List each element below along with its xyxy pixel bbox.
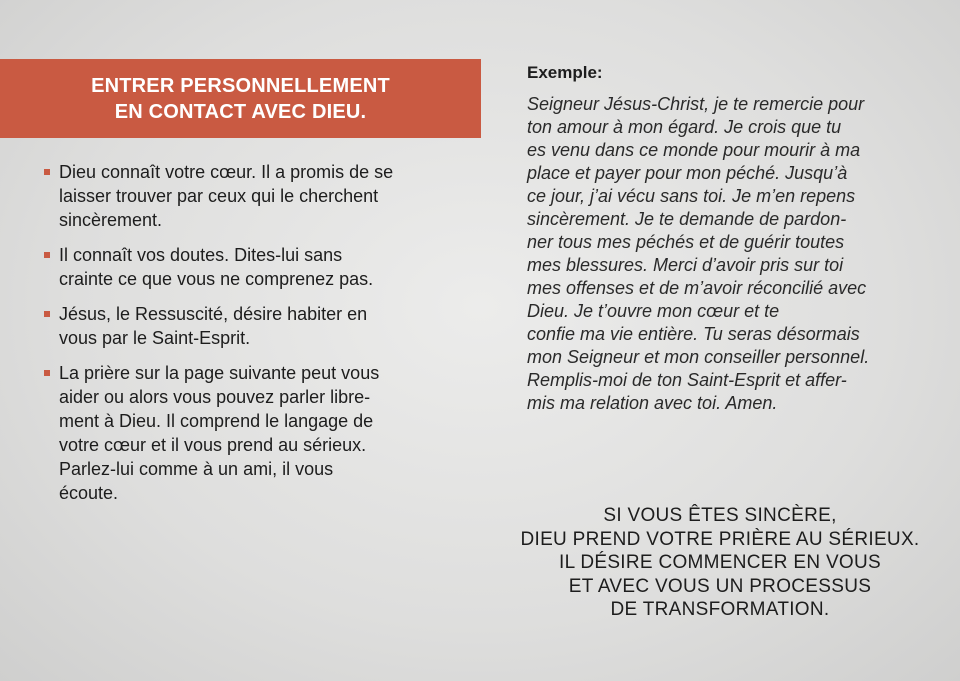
prayer-line: confie ma vie entière. Tu seras désormais (527, 324, 860, 344)
prayer-line: Remplis-moi de ton Saint-Esprit et affer- (527, 370, 847, 390)
prayer-line: ner tous mes péchés et de guérir toutes (527, 232, 845, 252)
closing-line: DIEU PREND VOTRE PRIÈRE AU SÉRIEUX. (520, 528, 920, 550)
prayer-text (527, 93, 937, 415)
example-prayer (527, 62, 937, 415)
example-heading: Exemple: (527, 63, 603, 82)
prayer-line: mon Seigneur et mon conseiller personnel. (527, 347, 870, 367)
bullet-square-icon (44, 311, 50, 317)
closing-line: SI VOUS ÊTES SINCÈRE, (603, 505, 837, 526)
bullet-square-icon (44, 169, 50, 175)
closing-line: DE TRANSFORMATION. (610, 599, 830, 620)
bullet-item (44, 361, 444, 505)
prayer-line: Seigneur Jésus-Christ, je te remercie pour (527, 94, 865, 114)
prayer-line: ton amour à mon égard. Je crois que tu (527, 117, 842, 137)
bullet-text-line: vous par le Saint-Esprit. (59, 328, 251, 348)
section-title-banner (0, 59, 481, 138)
bullet-item (44, 302, 444, 350)
prayer-line: mes blessures. Merci d’avoir pris sur toi (527, 255, 844, 275)
prayer-line: mes offenses et de m’avoir réconcilié avec (527, 278, 867, 298)
section-title-line-2: EN CONTACT AVEC DIEU. (114, 100, 367, 123)
prayer-line: sincèrement. Je te demande de pardon- (527, 209, 847, 229)
prayer-line: ce jour, j’ai vécu sans toi. Je m’en repens (527, 186, 856, 206)
prayer-line: place et payer pour mon péché. Jusqu’à (527, 163, 848, 183)
bullet-text-line: Dieu connaît votre cœur. Il a promis de se (59, 162, 394, 182)
prayer-line: es venu dans ce monde pour mourir à ma (527, 140, 861, 160)
closing-line: ET AVEC VOUS UN PROCESSUS (568, 575, 872, 597)
bullet-text-line: Il connaît vos doutes. Dites-lui sans (59, 245, 343, 265)
bullet-item (44, 243, 444, 291)
bullet-text-line: Jésus, le Ressuscité, désire habiter en (59, 304, 368, 324)
prayer-line: Dieu. Je t’ouvre mon cœur et te (527, 301, 780, 321)
bullet-text-line: aider ou alors vous pouvez parler libre- (59, 387, 371, 407)
closing-statement (505, 504, 935, 622)
bullet-text-line: laisser trouver par ceux qui le cherchent (59, 186, 379, 206)
bullet-text-line: crainte ce que vous ne comprenez pas. (59, 269, 374, 289)
closing-line: IL DÉSIRE COMMENCER EN VOUS (559, 552, 881, 573)
bullet-text-line: écoute. (59, 483, 119, 503)
section-title-line-1: ENTRER PERSONNELLEMENT (91, 74, 390, 97)
bullet-text-line: Parlez-lui comme à un ami, il vous (59, 459, 334, 479)
bullet-text-line: La prière sur la page suivante peut vous (59, 363, 380, 383)
bullet-item (44, 160, 444, 232)
bullet-square-icon (44, 252, 50, 258)
prayer-line: mis ma relation avec toi. Amen. (527, 393, 778, 413)
bullet-text-line: ment à Dieu. Il comprend le langage de (59, 411, 374, 431)
bullet-text-line: sincèrement. (59, 210, 163, 230)
bullet-square-icon (44, 370, 50, 376)
bullet-text-line: votre cœur et il vous prend au sérieux. (59, 435, 367, 455)
bullet-list (44, 160, 444, 516)
